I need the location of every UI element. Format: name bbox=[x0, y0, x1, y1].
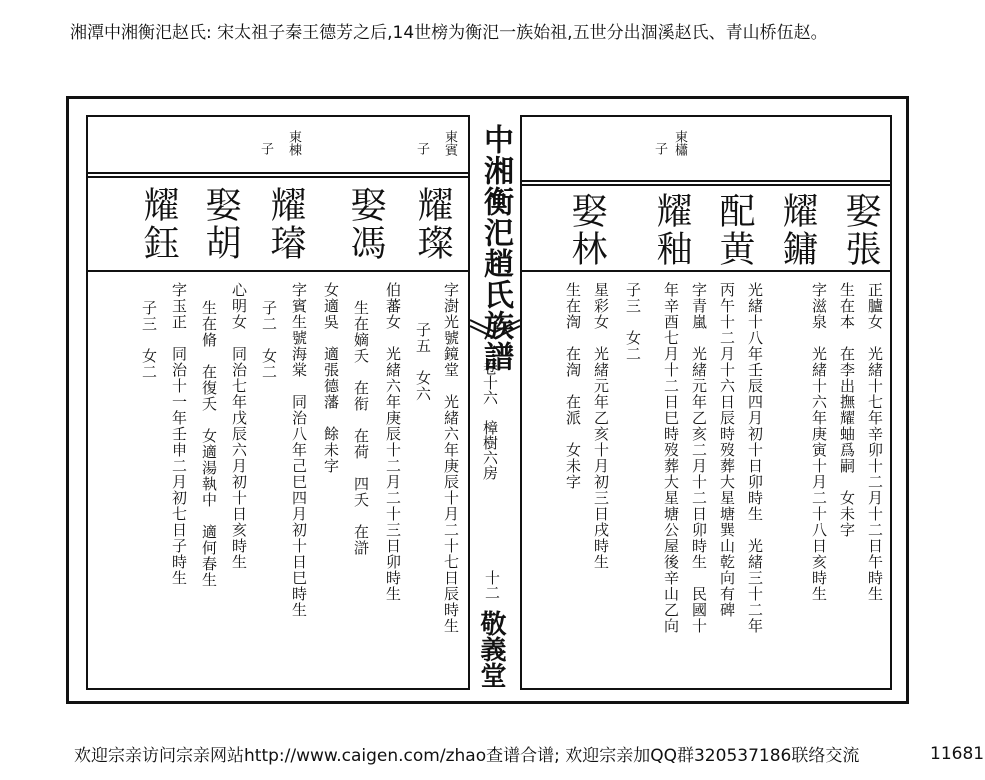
leaf-number: 十二 bbox=[483, 570, 501, 600]
record-line: 生在本 在李出撫耀蚰爲嗣 女未字 bbox=[838, 282, 856, 538]
person-name: 耀鏞 bbox=[777, 192, 818, 268]
scan-page-number: 11681 bbox=[930, 744, 985, 764]
record-line: 子三 女二 bbox=[140, 300, 158, 380]
record-line: 丙午十二月十六日辰時歿葬大星塘巽山乾向有碑 bbox=[718, 282, 736, 618]
record-line: 生在嫡夭 在衔 在荷 四夭 在滸 bbox=[352, 300, 370, 556]
spouse-surname: 配黄 bbox=[714, 192, 755, 268]
child-mark: 子 bbox=[652, 142, 667, 155]
record-line: 生在渹 在渹 在派 女未字 bbox=[564, 282, 582, 490]
record-line: 字玉正 同治十一年壬申二月初七日子時生 bbox=[170, 282, 188, 586]
child-mark: 子 bbox=[258, 142, 273, 155]
record-line: 字青嵐 光緒元年乙亥二月十二日卯時生 民國十 bbox=[690, 282, 708, 634]
spine-title: 中湘衡汜趙氏族譜 bbox=[478, 124, 513, 372]
divider-rule-right-top-2 bbox=[522, 184, 890, 186]
record-line: 光緒十八年壬辰四月初十日卯時生 光緒三十二年 bbox=[746, 282, 764, 634]
fish-tail-mark bbox=[470, 318, 520, 348]
bottom-caption: 欢迎宗亲访问宗亲网站http://www.caigen.com/zhao查谱合谱; 欢迎宗亲加QQ群320537186联络交流 bbox=[74, 746, 860, 766]
person-name: 耀鈺 bbox=[138, 186, 179, 262]
record-line: 伯蕃女 光緒六年庚辰十二月二十三日卯時生 bbox=[384, 282, 402, 602]
person-name: 耀璿 bbox=[265, 186, 306, 262]
divider-rule-right-bottom bbox=[522, 270, 890, 272]
record-line: 星彩女 光緒元年乙亥十月初三日戌時生 bbox=[592, 282, 610, 570]
record-line: 正臚女 光緒十七年辛卯十二月十二日午時生 bbox=[866, 282, 884, 602]
record-line: 字賓生號海棠 同治八年己巳四月初十日巳時生 bbox=[290, 282, 308, 618]
child-mark: 子 bbox=[414, 142, 429, 155]
divider-rule-left-top-2 bbox=[88, 176, 468, 178]
spouse-surname: 娶林 bbox=[566, 192, 607, 268]
spouse-surname: 娶張 bbox=[840, 192, 881, 268]
divider-rule-left-top bbox=[88, 172, 468, 174]
father-name: 東賓 bbox=[442, 130, 457, 156]
record-line: 子五 女六 bbox=[414, 322, 432, 402]
father-name: 東棟 bbox=[286, 130, 301, 156]
record-line: 生在脩 在復夭 女適湯執中 適何春生 bbox=[200, 300, 218, 588]
spouse-surname: 娶胡 bbox=[200, 186, 241, 262]
person-name: 耀璨 bbox=[412, 186, 453, 262]
record-line: 子二 女二 bbox=[260, 300, 278, 380]
top-caption: 湘潭中湘衡汜赵氏: 宋太祖子秦王德芳之后,14世榜为衡汜一族始祖,五世分出涸溪赵氏、青山桥伍赵。 bbox=[70, 23, 828, 43]
divider-rule-left-bottom bbox=[88, 270, 468, 272]
record-line: 字澍光號鏡堂 光緒六年庚辰十月二十七日辰時生 bbox=[442, 282, 460, 634]
volume-label: 卷十六 樟樹六房 bbox=[481, 360, 499, 480]
divider-rule-right-top bbox=[522, 180, 890, 182]
record-line: 心明女 同治七年戊辰六月初十日亥時生 bbox=[230, 282, 248, 570]
record-line: 年辛酉七月十二日巳時歿葬大星塘公屋後辛山乙向 bbox=[662, 282, 680, 634]
record-line: 字滋泉 光緒十六年庚寅十月二十八日亥時生 bbox=[810, 282, 828, 602]
father-name: 東櫹 bbox=[672, 130, 687, 156]
record-line: 子三 女二 bbox=[624, 282, 642, 362]
person-name: 耀釉 bbox=[651, 192, 692, 268]
record-line: 女適吳 適張德藩 餘未字 bbox=[322, 282, 340, 474]
spouse-surname: 娶馮 bbox=[345, 186, 386, 262]
hall-name: 敬義堂 bbox=[476, 610, 506, 688]
